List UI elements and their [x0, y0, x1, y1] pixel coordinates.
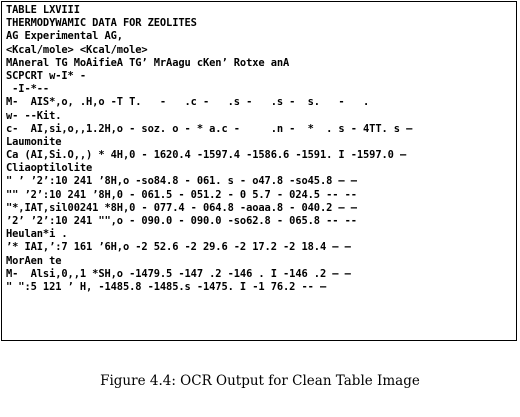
ocr-line: "*,IAT,sil00241 *8H,0 - 077.4 - 064.8 -aoaa.8 - 040.2 — — [6, 201, 357, 214]
ocr-line: MAneral TG MoAifieA TG’ MrAagu cKen’ Rotxe anA [6, 56, 290, 69]
ocr-line: Laumonite [6, 135, 62, 148]
ocr-line: -I-*-- [6, 83, 50, 96]
ocr-line: MorAen te [6, 254, 62, 267]
ocr-line: <Kcal/mole> <Kcal/mole> [6, 43, 148, 56]
ocr-line: Heulan*i . [6, 228, 68, 241]
ocr-line: c- AI,si,o,,1.2H,o - soz. o - * a.c - .n - * . s - 4TT. s — [6, 122, 413, 135]
figure-caption: Figure 4.4: OCR Output for Clean Table Image [100, 373, 420, 389]
ocr-line: ’* IAI,’:7 161 ’6H,o -2 52.6 -2 29.6 -2 17.2 -2 18.4 — — [6, 241, 351, 254]
ocr-line: SCPCRT w-I* - [6, 69, 87, 82]
ocr-line: " ’ ’2’:10 241 ’8H,o -so84.8 - 061. s - o47.8 -so45.8 — — [6, 175, 357, 188]
ocr-line: Cliaoptilolite [6, 162, 93, 175]
ocr-line: "" ’2’:10 241 ’8H,0 - 061.5 - 051.2 - 0 5.7 - 024.5 -- -- [6, 188, 357, 201]
ocr-line: ’2’ ’2’:10 241 "",o - 090.0 - 090.0 -so62.8 - 065.8 -- -- [6, 215, 357, 227]
ocr-output-box [1, 1, 517, 341]
ocr-line: " ":5 121 ’ H, -1485.8 -1485.s -1475. I -1 76.2 -- — [6, 280, 327, 293]
ocr-line: AG Experimental AG, [6, 30, 123, 43]
ocr-line: Ca (AI,Si.O,,) * 4H,0 - 1620.4 -1597.4 -1586.6 -1591. I -1597.0 — [6, 149, 407, 162]
ocr-line-table-subtitle: THERMODYWAMIC DATA FOR ZEOLITES [6, 17, 197, 30]
ocr-line: M- Alsi,0,,1 *SH,o -1479.5 -147 .2 -146 . I -146 .2 — — [6, 267, 351, 280]
ocr-line-table-title: TABLE LXVIII [6, 4, 80, 16]
ocr-line: w- --Kit. [6, 109, 62, 122]
ocr-line: M- AIS*,o, .H,o -T T. - .c - .s - .s - s. - . [6, 96, 370, 109]
